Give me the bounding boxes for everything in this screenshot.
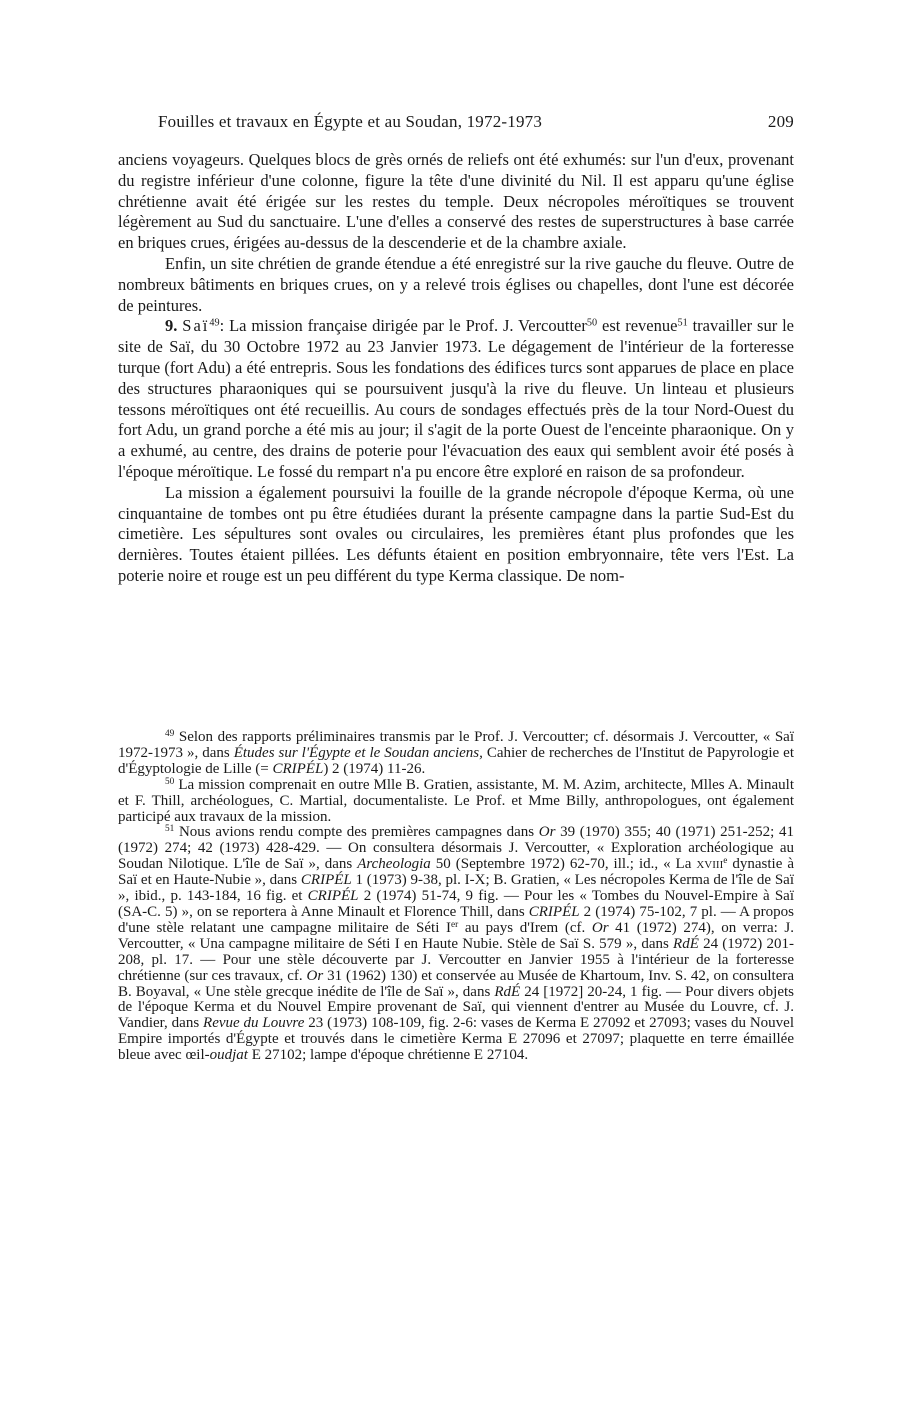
footnote-italic: Études sur l'Égypte et le Soudan anciens, (233, 744, 483, 761)
footnote-text: dynastie à Saï et en Haute-Nubie », dans (118, 856, 794, 889)
footnote-text: ) 2 (1974) 11-26. (323, 760, 426, 777)
paragraph: Enfin, un site chrétien de grande étendue a été enregistré sur la rive gauche du fleuve. Outre de nombreux bâtiments en briques crues, on y a relevé trois églises ou chapelles, dont l'une est décorée de peintures. (118, 253, 794, 315)
footnote-50 (118, 778, 794, 826)
site-name: Saï (182, 316, 210, 336)
footnote-text: 2 (1974) 75-102, 7 pl. — A propos d'une stèle relatant une campagne militaire de Séti I (118, 903, 794, 936)
footnote-text: 24 (1972) 201-208, pl. 17. — Pour une stèle découverte par J. Vercoutter en Janvier 1955 à l'intérieur de la forteresse chrétienne (sur ces travaux, cf. (118, 935, 794, 984)
footnotes (118, 730, 794, 1064)
footnote-number: 51 (165, 824, 175, 835)
running-header (118, 112, 794, 136)
footnote-51 (118, 825, 794, 1064)
footnote-ref: 51 (677, 317, 688, 329)
footnote-text: 31 (1962) 130) et conservée au Musée de Khartoum, Inv. S. 42, on consultera B. Boyaval, « Une stèle grecque inédite de l'île de Saï », dans (118, 967, 795, 1000)
footnote-text: 2 (1974) 51-74, 9 fig. — Pour les « Tombes du Nouvel-Empire à Saï (SA-C. 5) », on se reportera à Anne Minault et Florence Thill, dans (118, 888, 794, 920)
footnote-text: 1 (1973) 9-38, pl. I-X; B. Gratien, « Les nécropoles Kerma de l'île de Saï », ibid., p. 143-184, 16 fig. et (118, 872, 794, 905)
footnote-italic: RdÉ (494, 983, 521, 1000)
footnote-text: Nous avions rendu compte des premières campagnes dans (174, 824, 539, 841)
footnote-ref: 50 (586, 317, 598, 329)
footnote-italic: CRIPÉL (300, 872, 352, 889)
footnote-italic: Or (591, 919, 609, 936)
footnote-text: E 27102; lampe d'époque chrétienne E 27104. (247, 1047, 529, 1064)
footnote-text: La mission comprenait en outre Mlle B. Gratien, assistante, M. M. Azim, architecte, Mlles A. Minault et F. Thill, archéologues, C. Martial, documentaliste. Le Prof. et Mme Billy, anthropologues, ont également participé aux travaux de la mission. (118, 776, 794, 825)
footnote-text: 39 (1970) 355; 40 (1971) 251-252; 41 (1972) 274; 42 (1973) 428-429. — On consultera désormais J. Vercoutter, « Exploration archéologique au Soudan Nilotique. L'île de Saï », dans (118, 824, 794, 873)
footnote-italic: Or (306, 967, 324, 984)
footnote-ref: 49 (209, 317, 220, 329)
paragraph: anciens voyageurs. Quelques blocs de grès ornés de reliefs ont été exhumés: sur l'un d'eux, provenant du registre inférieur d'une colonne, figure la tête d'une divinité du Nil. Il est apparu qu'une église chrétienne avait été érigée sur les restes du temple. Deux nécropoles méroïtiques se trouvent légèrement au Sud du sanctuaire. L'une d'elles a conservé des restes de superstructures à base carrée en briques crues, érigées au-dessus de la descenderie et de la chambre axiale. (118, 150, 794, 253)
page-number: 209 (767, 112, 794, 131)
footnote-49 (118, 730, 794, 778)
footnote-text: 41 (1972) 274), on verra: J. Vercoutter, « Una campagne militaire de Séti I en Haute Nubie. Stèle de Saï S. 579 », dans (118, 919, 795, 952)
footnote-number: 49 (165, 728, 175, 739)
footnote-text: Selon des rapports préliminaires transmis par le Prof. J. Vercoutter; cf. désormais J. Vercoutter, « Saï 1972-1973 », dans (118, 729, 794, 761)
footnote-italic: CRIPÉL (528, 903, 580, 920)
footnote-number: 50 (165, 776, 175, 787)
footnote-italic: oudjat (209, 1047, 248, 1064)
footnote-italic: Or (538, 824, 556, 841)
footnote-italic: CRIPÉL (272, 760, 324, 777)
superscript: er (450, 919, 459, 930)
footnote-text: 24 [1972] 20-24, 1 fig. — Pour divers objets de l'époque Kerma et du Nouvel Empire provenant de Saï, qui viennent d'entrer au Musée du Louvre, cf. J. Vandier, dans (118, 983, 794, 1032)
main-text (118, 150, 794, 587)
running-title: Fouilles et travaux en Égypte et au Soudan, 1972-1973 (158, 112, 543, 131)
footnote-italic: Revue du Louvre (203, 1015, 305, 1032)
paragraph-text: est revenue (597, 316, 678, 336)
footnote-text: 50 (Septembre 1972) 62-70, ill.; id., « La (430, 856, 697, 873)
footnote-italic: Archeologia (357, 856, 431, 873)
footnote-italic: RdÉ (673, 935, 699, 952)
section-number: 9. (165, 316, 178, 336)
paragraph-text: : La mission française dirigée par le Prof. J. Vercoutter (219, 316, 587, 336)
footnote-text: Cahier de recherches de l'Institut de Papyrologie et d'Égyptologie de Lille (= (118, 744, 794, 777)
paragraph-sai (118, 316, 794, 482)
superscript: e (723, 856, 728, 867)
small-caps-numeral: xviii (696, 856, 724, 873)
paragraph-text: travailler sur le site de Saï, du 30 Octobre 1972 au 23 Janvier 1973. Le dégagement de l'intérieur de la forteresse turque (fort Adu) a été entrepris. Sous les fondations des édifices turcs sont apparues de place en place des structures pharaoniques qui se poursuivent jusqu'à la rive du fleuve. Un linteau et plusieurs tessons méroïtiques ont été recueillis. Au cours de sondages effectués près de la tour Nord-Ouest du fort Adu, un grand porche a été mis au jour; il s'agit de la porte Ouest de l'enceinte pharaonique. On y a exhumé, au centre, des drains de poterie pour l'évacuation des eaux qui semblent avoir été posés à l'époque méroïtique. Le fossé du rempart n'a pu encore être exploré en raison de sa profondeur. (118, 316, 794, 481)
footnote-italic: CRIPÉL (307, 888, 359, 905)
footnote-text: au pays d'Irem (cf. (458, 919, 592, 936)
footnote-text: 23 (1973) 108-109, fig. 2-6: vases de Kerma E 27092 et 27093; vases du Nouvel Empire importés d'Égypte et trouvés dans le cimetière Kerma E 27096 et 27097; plaquette en terre émaillée bleue avec œil- (118, 1015, 795, 1064)
paragraph: La mission a également poursuivi la fouille de la grande nécropole d'époque Kerma, où une cinquantaine de tombes ont pu être étudiées durant la présente campagne dans la partie Sud-Est du cimetière. Les sépultures sont ovales ou circulaires, les premières étant plus profondes que les dernières. Toutes étaient pillées. Les défunts étaient en position embryonnaire, tête vers l'Est. La poterie noire et rouge est un peu différent du type Kerma classique. De nom- (118, 482, 794, 585)
